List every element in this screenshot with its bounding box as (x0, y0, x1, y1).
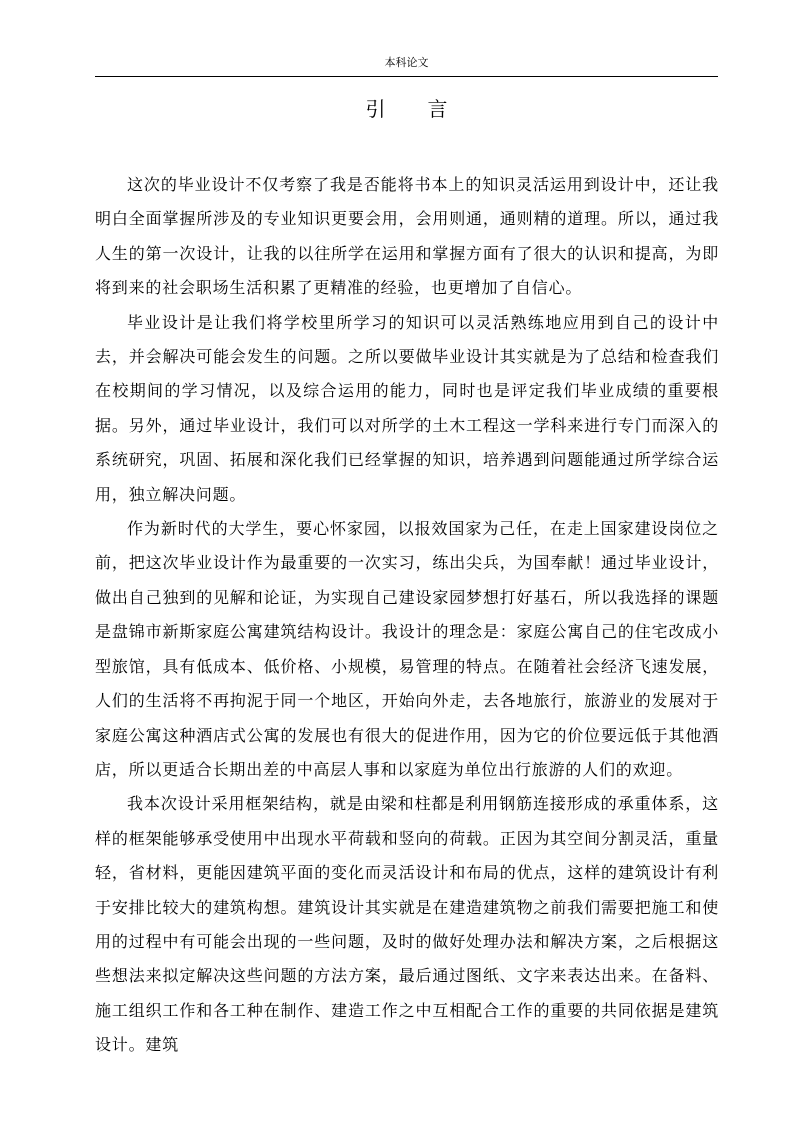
body-text (95, 168, 719, 1063)
chapter-title: 引言 (365, 97, 490, 121)
paragraph: 我本次设计采用框架结构，就是由梁和柱都是利用钢筋连接形成的承重体系，这样的框架能够承受使用中出现水平荷载和竖向的荷载。正因为其空间分割灵活，重量轻，省材料，更能因建筑平面的变化而灵活设计和布局的优点，这样的建筑设计有利于安排比较大的建筑构想。建筑设计其实就是在建造建筑物之前我们需要把施工和使用的过程中有可能会出现的一些问题，及时的做好处理办法和解决方案，之后根据这些想法来拟定解决这些问题的方法方案，最后通过图纸、文字来表达出来。在备料、施工组织工作和各工种在制作、建造工作之中互相配合工作的重要的共同依据是建筑设计。建筑 (95, 794, 719, 1055)
paragraph: 这次的毕业设计不仅考察了我是否能将书本上的知识灵活运用到设计中，还让我明白全面掌握所涉及的专业知识更要会用，会用则通，通则精的道理。所以，通过我人生的第一次设计，让我的以往所学在运用和掌握方面有了很大的认识和提高，为即将到来的社会职场生活积累了更精准的经验，也更增加了自信心。 (95, 175, 719, 298)
running-header: 本科论文 (384, 56, 429, 69)
paragraph: 作为新时代的大学生，要心怀家园，以报效国家为己任，在走上国家建设岗位之前，把这次毕业设计作为最重要的一次实习，练出尖兵，为国奉献！通过毕业设计，做出自己独到的见解和论证，为实现自己建设家园梦想打好基石，所以我选择的课题是盘锦市新斯家庭公寓建筑结构设计。我设计的理念是：家庭公寓自己的住宅改成小型旅馆，具有低成本、低价格、小规模，易管理的特点。在随着社会经济飞速发展，人们的生活将不再拘泥于同一个地区，开始向外走，去各地旅行，旅游业的发展对于家庭公寓这种酒店式公寓的发展也有很大的促进作用，因为它的价位要远低于其他酒店，所以更适合长期出差的中高层人事和以家庭为单位出行旅游的人们的欢迎。 (95, 519, 719, 779)
header-divider (95, 76, 718, 77)
paragraph: 毕业设计是让我们将学校里所学习的知识可以灵活熟练地应用到自己的设计中去，并会解决可能会发生的问题。之所以要做毕业设计其实就是为了总结和检查我们在校期间的学习情况，以及综合运用的能力，同时也是评定我们毕业成绩的重要根据。另外，通过毕业设计，我们可以对所学的土木工程这一学科来进行专门而深入的系统研究，巩固、拓展和深化我们已经掌握的知识，培养遇到问题能通过所学综合运用，独立解决问题。 (95, 312, 719, 504)
